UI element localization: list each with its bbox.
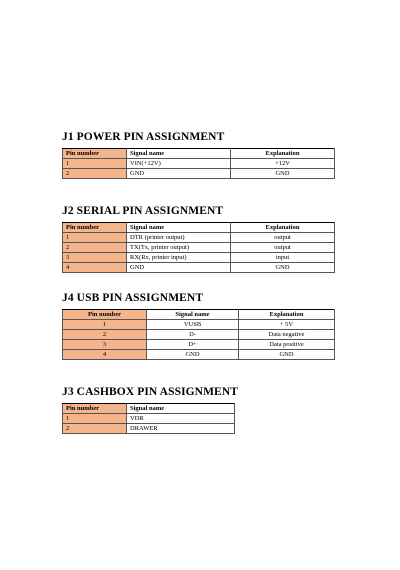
- signal-cell: GND: [127, 263, 231, 273]
- j3-title: J3 CASHBOX PIN ASSIGNMENT: [62, 386, 238, 398]
- table-row: [63, 233, 335, 243]
- j1-title: J1 POWER PIN ASSIGNMENT: [62, 131, 225, 143]
- explanation-cell: output: [231, 243, 335, 253]
- signal-cell: RX(Rx, printer input): [127, 253, 231, 263]
- j3-header-row: [63, 404, 235, 414]
- signal-cell: GND: [147, 350, 239, 360]
- pin-cell: 4: [63, 263, 127, 273]
- explanation-cell: GND: [231, 169, 335, 179]
- pin-cell: 3: [63, 253, 127, 263]
- j3-header-pin: Pin number: [63, 404, 127, 414]
- signal-cell: VUSB: [147, 320, 239, 330]
- j3-section: [62, 386, 238, 434]
- table-row: [63, 350, 335, 360]
- table-row: [63, 263, 335, 273]
- pin-cell: 4: [63, 350, 147, 360]
- table-row: [63, 320, 335, 330]
- pin-cell: 3: [63, 340, 147, 350]
- explanation-cell: input: [231, 253, 335, 263]
- pin-cell: 1: [63, 414, 127, 424]
- j3-table: [62, 403, 235, 434]
- explanation-cell: GND: [239, 350, 335, 360]
- j2-header-signal: Signal name: [127, 223, 231, 233]
- pin-cell: 2: [63, 424, 127, 434]
- table-row: [63, 253, 335, 263]
- pin-cell: 2: [63, 243, 127, 253]
- explanation-cell: Data positive: [239, 340, 335, 350]
- j3-header-signal: Signal name: [127, 404, 235, 414]
- table-row: [63, 169, 335, 179]
- signal-cell: TX(Tx, printer output): [127, 243, 231, 253]
- j1-header-pin: Pin number: [63, 149, 127, 159]
- explanation-cell: Data negative: [239, 330, 335, 340]
- j1-section: [62, 131, 335, 179]
- pin-cell: 1: [63, 320, 147, 330]
- j4-header-pin: Pin number: [63, 310, 147, 320]
- table-row: [63, 330, 335, 340]
- j1-header-explanation: Explanation: [231, 149, 335, 159]
- j2-header-explanation: Explanation: [231, 223, 335, 233]
- j1-table: [62, 148, 335, 179]
- j2-title: J2 SERIAL PIN ASSIGNMENT: [62, 205, 224, 217]
- signal-cell: DTR (printer output): [127, 233, 231, 243]
- j1-header-signal: Signal name: [127, 149, 231, 159]
- table-row: [63, 243, 335, 253]
- pin-cell: 2: [63, 330, 147, 340]
- explanation-cell: + 5V: [239, 320, 335, 330]
- explanation-cell: GND: [231, 263, 335, 273]
- j4-header-row: [63, 310, 335, 320]
- signal-cell: D-: [147, 330, 239, 340]
- j2-header-row: [63, 223, 335, 233]
- j2-header-pin: Pin number: [63, 223, 127, 233]
- j1-header-row: [63, 149, 335, 159]
- j4-header-explanation: Explanation: [239, 310, 335, 320]
- table-row: [63, 340, 335, 350]
- j4-table: [62, 309, 335, 360]
- signal-cell: GND: [127, 169, 231, 179]
- pin-cell: 1: [63, 233, 127, 243]
- j4-header-signal: Signal name: [147, 310, 239, 320]
- j4-section: [62, 292, 335, 360]
- signal-cell: D+: [147, 340, 239, 350]
- signal-cell: VDR: [127, 414, 235, 424]
- explanation-cell: output: [231, 233, 335, 243]
- table-row: [63, 424, 235, 434]
- table-row: [63, 414, 235, 424]
- signal-cell: DRAWER: [127, 424, 235, 434]
- explanation-cell: +12V: [231, 159, 335, 169]
- j2-section: [62, 205, 335, 273]
- pin-cell: 1: [63, 159, 127, 169]
- j2-table: [62, 222, 335, 273]
- signal-cell: VIN(+12V): [127, 159, 231, 169]
- j4-title: J4 USB PIN ASSIGNMENT: [62, 292, 204, 304]
- pin-cell: 2: [63, 169, 127, 179]
- table-row: [63, 159, 335, 169]
